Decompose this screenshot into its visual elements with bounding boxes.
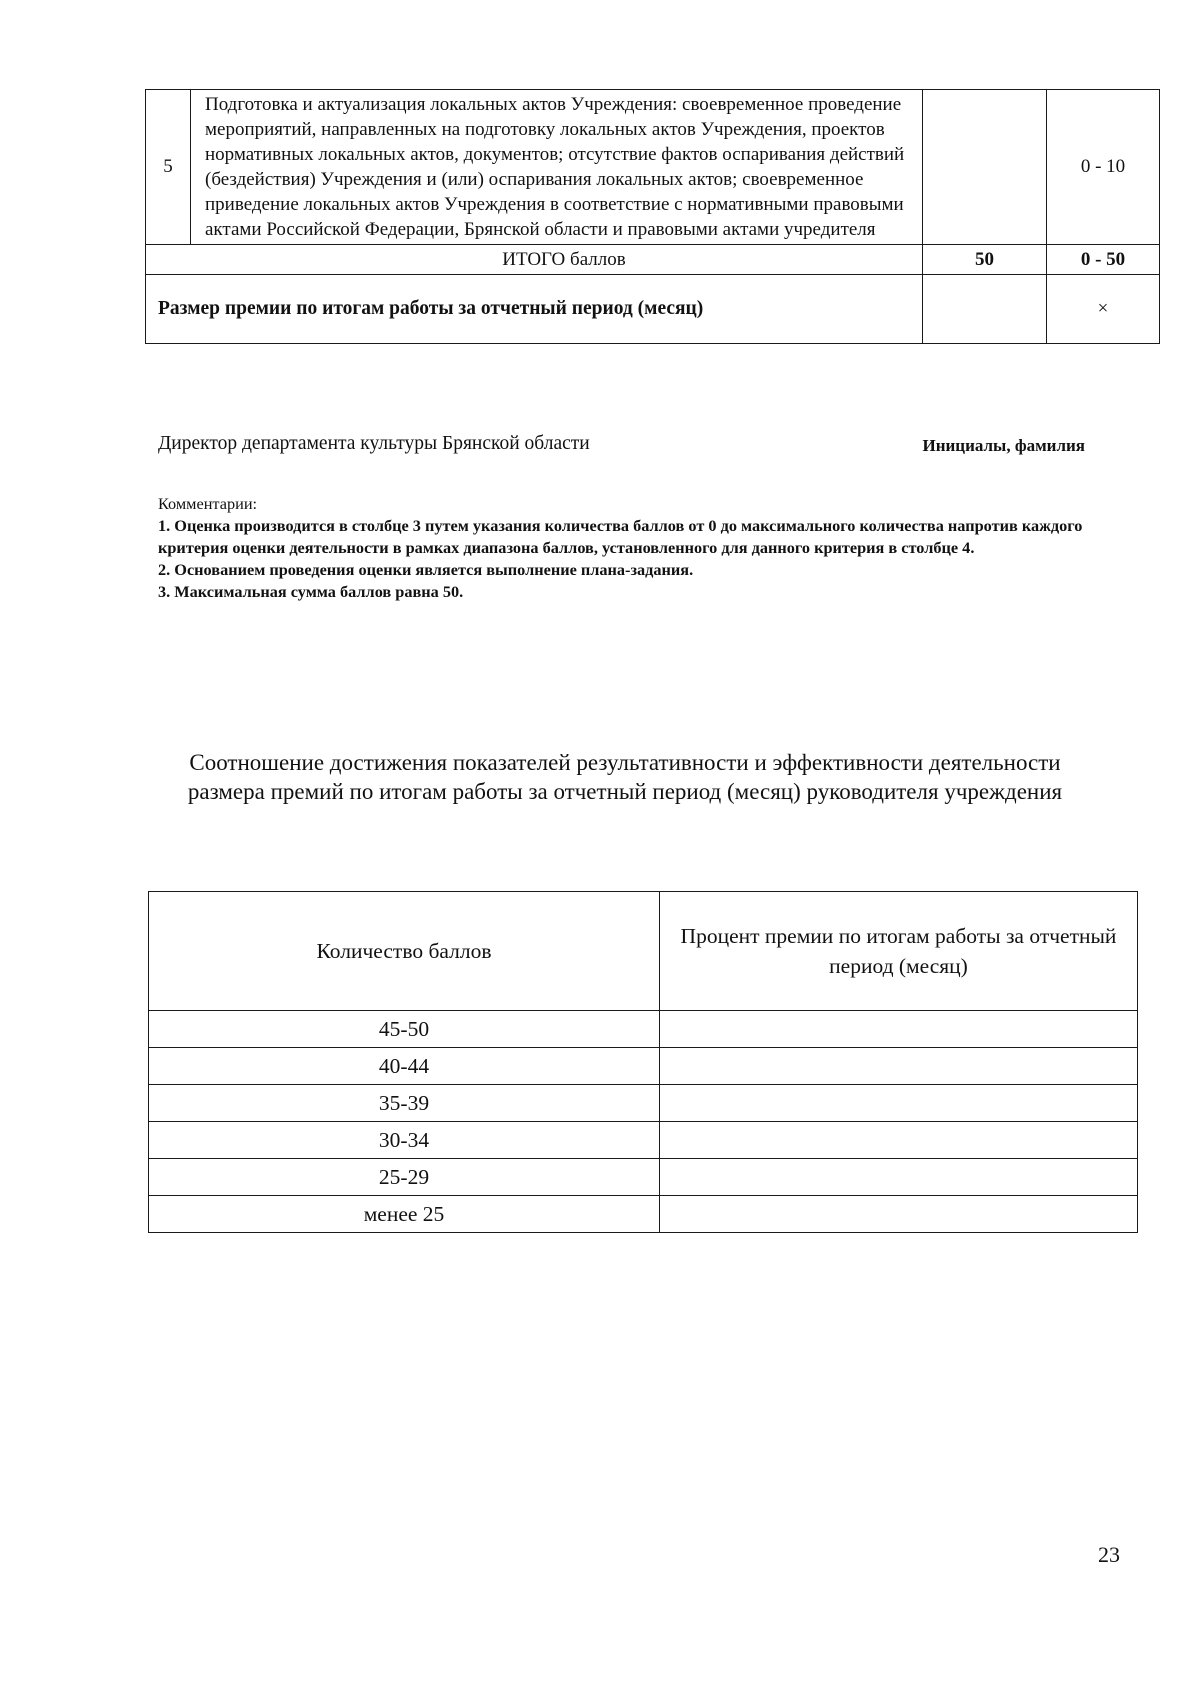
criteria-table (145, 89, 1160, 344)
ratio-percent (660, 1048, 1138, 1085)
ratio-points: 30-34 (149, 1122, 660, 1159)
ratio-row (149, 1011, 1138, 1048)
director-position: Директор департамента культуры Брянской области (158, 433, 590, 454)
total-row (146, 245, 1160, 275)
ratio-percent (660, 1159, 1138, 1196)
ratio-points: менее 25 (149, 1196, 660, 1233)
ratio-row (149, 1196, 1138, 1233)
comment-item-1: 1. Оценка производится в столбце 3 путем указания количества баллов от 0 до максимального количества напротив каждого критерия оценки деятельности в рамках диапазона баллов, установленного для данного критерия в столбце 4. (158, 516, 1083, 557)
criteria-number: 5 (146, 90, 191, 245)
total-score: 50 (923, 245, 1047, 275)
page-number: 23 (1098, 1542, 1120, 1567)
comments-block (158, 493, 1088, 603)
ratio-col1-header: Количество баллов (149, 892, 660, 1011)
director-name: Инициалы, фамилия (922, 436, 1085, 455)
comment-item-2: 2. Основанием проведения оценки является выполнение плана-задания. (158, 560, 694, 579)
criteria-row-5 (146, 90, 1160, 245)
total-range: 0 - 50 (1047, 245, 1160, 275)
ratio-points: 25-29 (149, 1159, 660, 1196)
ratio-heading (150, 748, 1100, 806)
premium-score (923, 275, 1047, 344)
ratio-row (149, 1048, 1138, 1085)
ratio-col2-header: Процент премии по итогам работы за отчетный период (месяц) (660, 892, 1138, 1011)
ratio-percent (660, 1085, 1138, 1122)
criteria-score (923, 90, 1047, 245)
ratio-heading-line-1: Соотношение достижения показателей результативности и эффективности деятельности (189, 750, 1061, 775)
premium-mark: × (1047, 275, 1160, 344)
ratio-header-row (149, 892, 1138, 1011)
criteria-description: Подготовка и актуализация локальных актов Учреждения: своевременное проведение мероприятий, направленных на подготовку локальных актов Учреждения, проектов нормативных локальных актов, документов; отсутствие фактов оспаривания действий (бездействия) Учреждения и (или) оспаривания локальных актов; своевременное приведение локальных актов Учреждения в соответствие с нормативными правовыми актами Российской Федерации, Брянской области и правовыми актами учредителя (191, 90, 923, 245)
ratio-row (149, 1122, 1138, 1159)
premium-label: Размер премии по итогам работы за отчетный период (месяц) (146, 275, 923, 344)
ratio-percent (660, 1196, 1138, 1233)
ratio-heading-line-2: размера премий по итогам работы за отчетный период (месяц) руководителя учреждения (187, 779, 1063, 804)
ratio-row (149, 1085, 1138, 1122)
comments-heading: Комментарии: (158, 494, 258, 513)
ratio-percent (660, 1122, 1138, 1159)
ratio-points: 40-44 (149, 1048, 660, 1085)
criteria-range: 0 - 10 (1047, 90, 1160, 245)
ratio-points: 45-50 (149, 1011, 660, 1048)
total-label: ИТОГО баллов (146, 245, 923, 275)
ratio-table (148, 891, 1138, 1233)
ratio-percent (660, 1011, 1138, 1048)
ratio-points: 35-39 (149, 1085, 660, 1122)
comment-item-3: 3. Максимальная сумма баллов равна 50. (158, 582, 464, 601)
ratio-row (149, 1159, 1138, 1196)
premium-row (146, 275, 1160, 344)
